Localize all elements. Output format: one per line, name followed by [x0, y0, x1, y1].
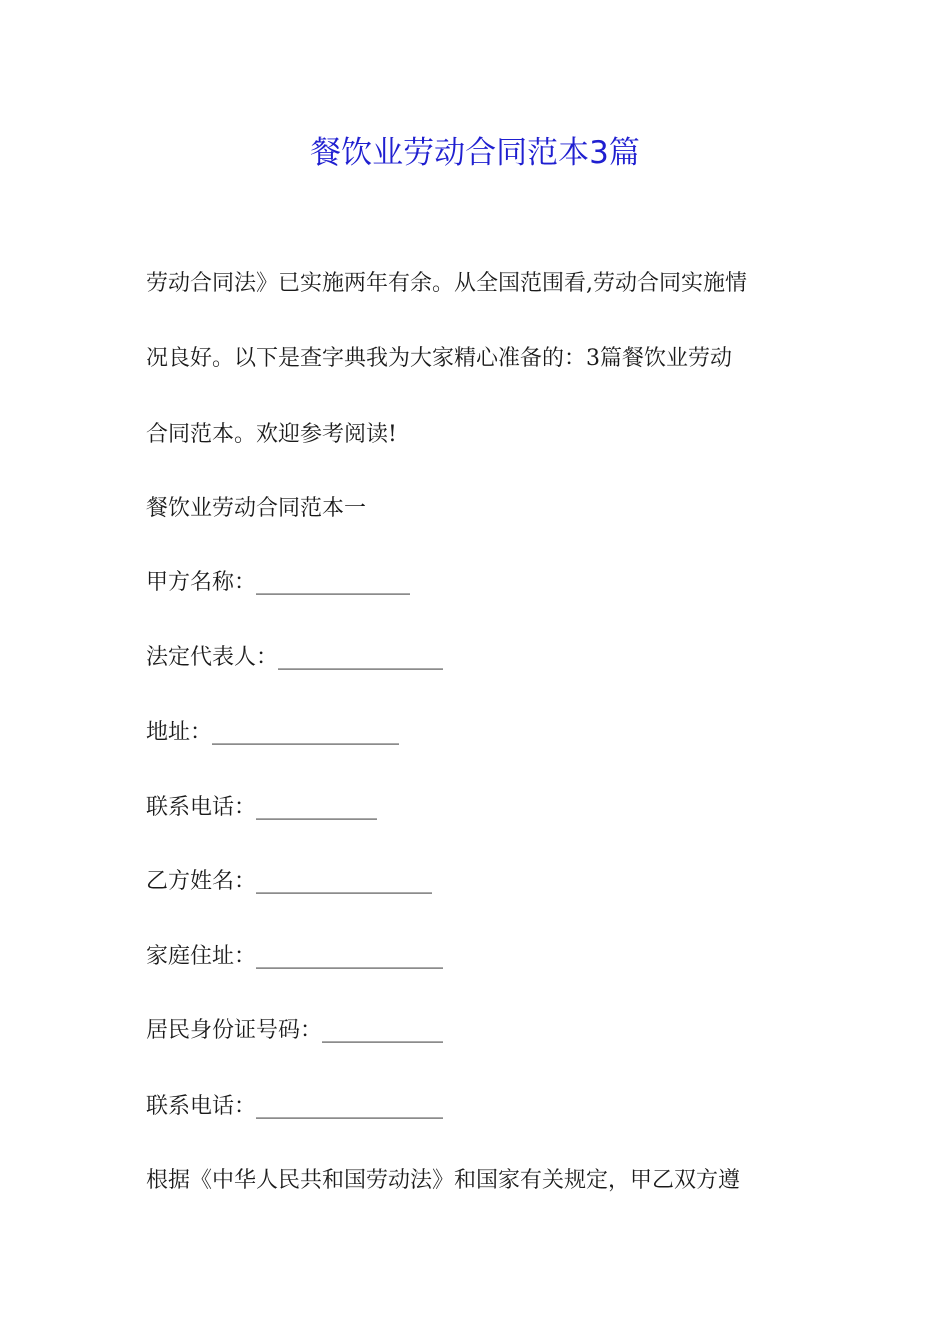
field-id-number: [146, 1016, 816, 1046]
field-blank: ___________: [322, 1018, 444, 1043]
intro-line-1: 劳动合同法》已实施两年有余。从全国范围看,劳动合同实施情: [146, 271, 747, 296]
field-party-a-name: [146, 568, 816, 598]
field-label: 法定代表人：: [146, 645, 279, 670]
field-phone-b: [146, 1092, 816, 1122]
field-label: 地址：: [146, 720, 213, 745]
field-label: 家庭住址：: [146, 944, 257, 969]
field-blank: _______________: [278, 645, 444, 670]
field-blank: _________________: [256, 1094, 444, 1119]
field-phone-a: [146, 793, 816, 823]
field-address: [146, 718, 816, 748]
section-heading: 餐饮业劳动合同范本一: [146, 496, 367, 521]
field-label: 联系电话：: [146, 795, 257, 820]
field-party-b-name: [146, 867, 816, 897]
field-blank: ___________: [256, 795, 378, 820]
field-blank: _________________: [212, 720, 400, 745]
field-label: 甲方名称：: [146, 570, 257, 595]
field-blank: _________________: [256, 944, 444, 969]
field-home-address: [146, 942, 816, 972]
field-label: 乙方姓名：: [146, 869, 257, 894]
intro-line-2: 况良好。以下是查字典我为大家精心准备的：3篇餐饮业劳动: [146, 346, 732, 371]
field-blank: ______________: [256, 570, 411, 595]
closing-line: 根据《中华人民共和国劳动法》和国家有关规定，甲乙双方遵: [146, 1168, 741, 1193]
field-blank: ________________: [256, 869, 433, 894]
intro-line-3: 合同范本。欢迎参考阅读!: [146, 422, 397, 447]
field-legal-representative: [146, 643, 816, 673]
field-label: 联系电话：: [146, 1094, 257, 1119]
document-title: 餐饮业劳动合同范本3篇: [310, 135, 640, 171]
field-label: 居民身份证号码：: [146, 1018, 323, 1043]
